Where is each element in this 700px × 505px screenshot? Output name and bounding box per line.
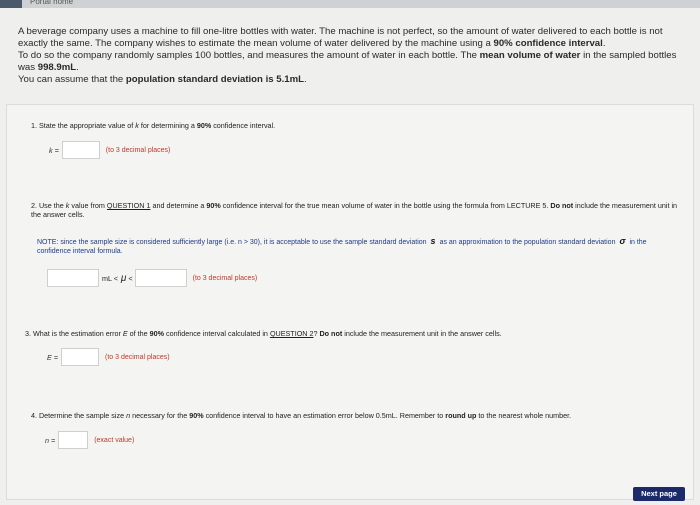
question-4-text: 4. Determine the sample size n necessary for the 90% confidence interval to have an estimation error below 0.5mL. Remember to round up to the nearest whole number.: [31, 411, 572, 420]
q3-hint: (to 3 decimal places): [105, 353, 170, 361]
q4-hint: (exact value): [94, 436, 135, 444]
question-1-text: 1. State the appropriate value of k for determining a 90% confidence interval.: [31, 121, 276, 130]
less-than-symbol: <: [128, 273, 133, 283]
k-input[interactable]: [62, 141, 100, 159]
question-2-link[interactable]: QUESTION 2: [269, 329, 314, 338]
upper-bound-input[interactable]: [135, 269, 187, 287]
e-label: E =: [47, 352, 58, 362]
question-1-link[interactable]: QUESTION 1: [106, 201, 151, 210]
question-4-answer-row: [45, 431, 134, 449]
ml-less-than: mL <: [102, 273, 118, 283]
portal-home-link[interactable]: Portal home: [30, 0, 74, 6]
brand-logo: [0, 0, 22, 8]
n-label: n =: [45, 435, 56, 445]
question-1-answer-row: [49, 141, 170, 159]
q2-hint: (to 3 decimal places): [192, 274, 258, 282]
question-3-answer-row: [47, 348, 170, 366]
mu-symbol: μ: [120, 272, 127, 284]
problem-intro: [18, 26, 690, 86]
question-2-answer-row: [47, 269, 257, 287]
lower-bound-input[interactable]: [47, 269, 99, 287]
k-label: k =: [49, 145, 59, 155]
q1-hint: (to 3 decimal places): [105, 146, 171, 154]
question-2-text: 2. Use the k value from QUESTION 1 and determine a 90% confidence interval for the true mean volume of water in the bottle using the formula from LECTURE 5. Do not include the measurement unit in the answer cells.: [31, 201, 678, 219]
page: [0, 8, 700, 505]
intro-paragraph-3: You can assume that the population standard deviation is 5.1mL.: [18, 74, 307, 85]
e-input[interactable]: [61, 348, 99, 366]
question-3-text: 3. What is the estimation error E of the 90% confidence interval calculated in QUESTION 2? Do not include the measurement unit in the answer cells.: [25, 329, 502, 338]
question-2-note: NOTE: since the sample size is considered sufficiently large (i.e. n > 30), it is acceptable to use the sample standard deviation s as an approximation to the population standard deviation σ in the confidence interval formula.: [37, 236, 647, 255]
intro-paragraph-2: To do so the company randomly samples 100 bottles, and measures the amount of water in each bottle. The mean volume of water in the sampled bottles was 998.9mL.: [18, 50, 677, 73]
top-bar: [0, 0, 700, 8]
intro-paragraph-1: A beverage company uses a machine to fill one-litre bottles with water. The machine is not perfect, so the amount of water delivered to each bottle is not exactly the same. The company wishes to estimate the mean volume of water delivered by the machine using a 90% confidence interval.: [18, 26, 663, 49]
next-page-button[interactable]: Next page: [633, 487, 685, 501]
n-input[interactable]: [58, 431, 88, 449]
questions-card: [6, 104, 694, 500]
